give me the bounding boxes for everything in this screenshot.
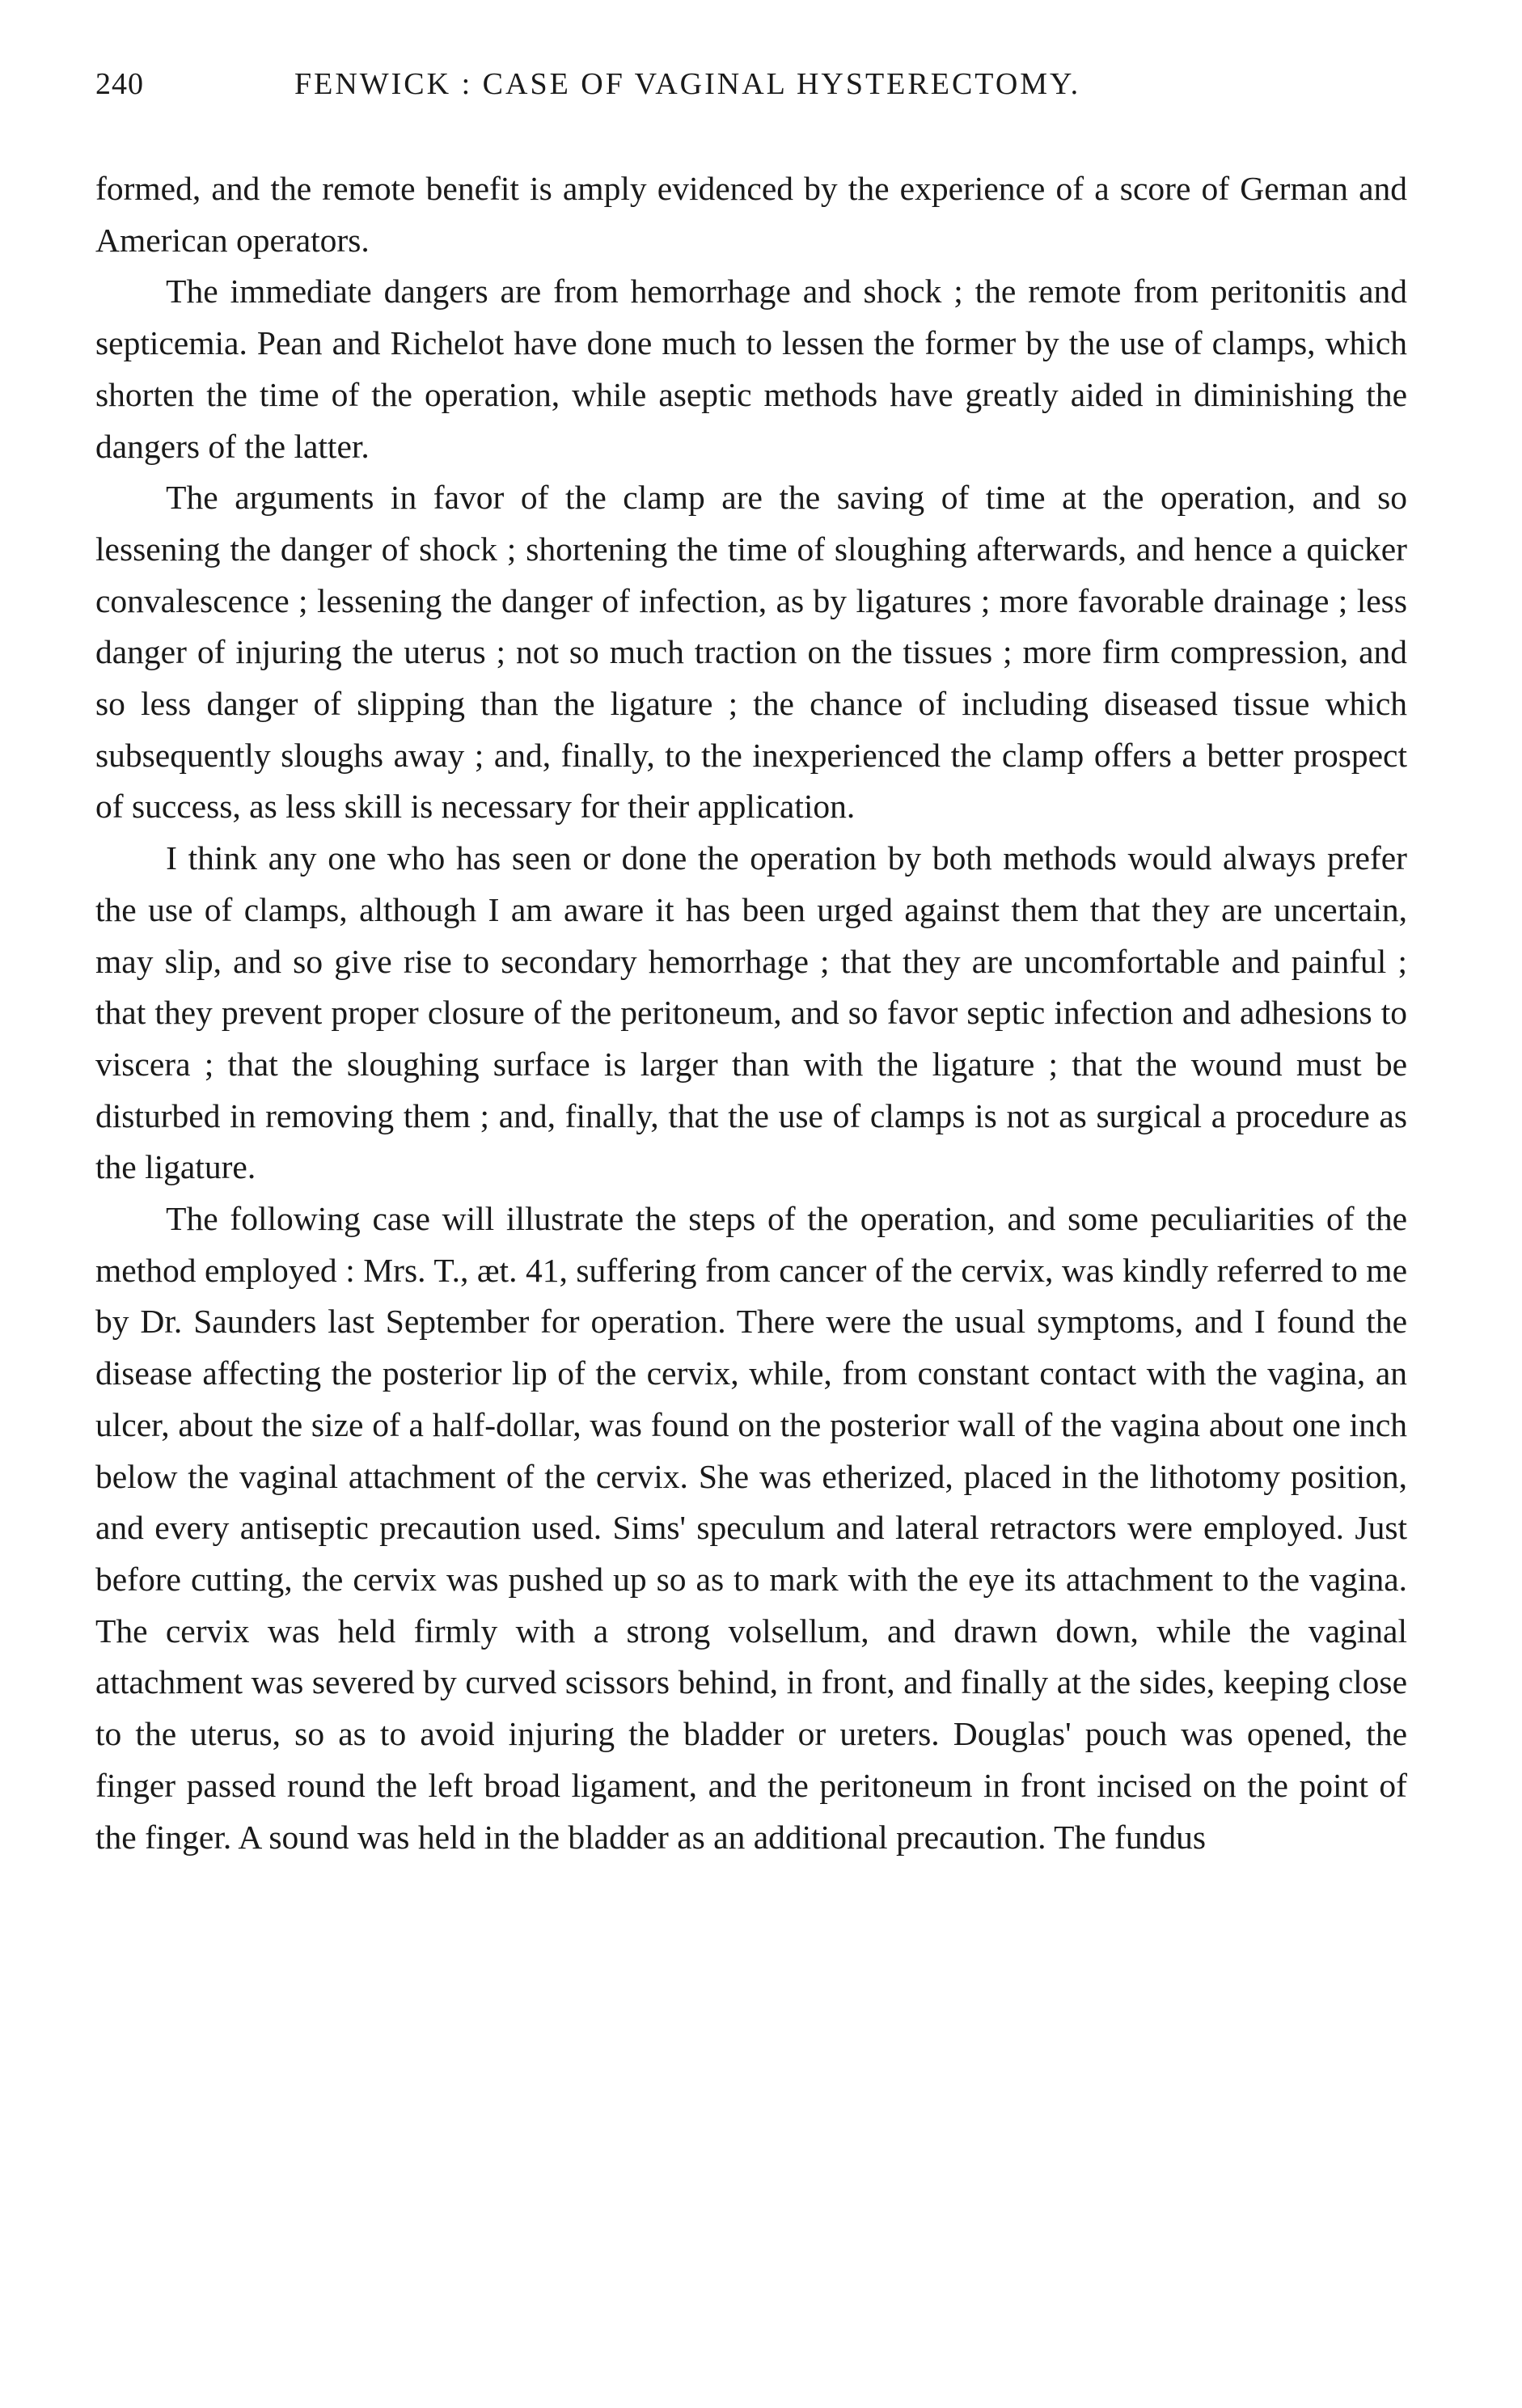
- document-page: [95, 66, 1407, 1863]
- paragraph-immediate-dangers: The immediate dangers are from hemorrhage and shock ; the remote from peritonitis and septicemia. Pean and Richelot have done much to lessen the former by the use of clamps, which shorten the time of the operation, while aseptic methods have greatly aided in diminishing the dangers of the latter.: [95, 272, 1407, 465]
- paragraph-arguments-for-clamp: The arguments in favor of the clamp are the saving of time at the operation, and so lessening the danger of shock ; shortening the time of sloughing afterwards, and hence a quicker convalescence ; lessening the danger of infection, as by ligatures ; more favorable drainage ; less danger of injuring the uterus ; not so much traction on the tissues ; more firm compression, and so less danger of slipping than the ligature ; the chance of including diseased tissue which subsequently sloughs away ; and, finally, to the inexperienced the clamp offers a better prospect of success, as less skill is necessary for their application.: [95, 479, 1407, 826]
- paragraph-prefer-clamps: I think any one who has seen or done the operation by both methods would always prefer the use of clamps, although I am aware it has been urged against them that they are uncertain, may slip, and so give rise to secondary hemorrhage ; that they are uncomfortable and painful ; that they prevent proper closure of the peritoneum, and so favor septic infection and adhesions to viscera ; that the sloughing surface is larger than with the ligature ; that the wound must be disturbed in removing them ; and, finally, that the use of clamps is not as surgical a procedure as the ligature.: [95, 839, 1407, 1186]
- running-title: FENWICK : CASE OF VAGINAL HYSTERECTOMY.: [294, 67, 1081, 101]
- body-text: [95, 163, 1407, 1863]
- paragraph-continued: formed, and the remote benefit is amply evidenced by the experience of a score of German and American operators.: [95, 170, 1407, 259]
- paragraph-case-description: The following case will illustrate the steps of the operation, and some peculiarities of the method employed : Mrs. T., æt. 41, suffering from cancer of the cervix, was kindly referred to me by Dr. Saunders last September for operation. There were the usual symptoms, and I found the disease affecting the posterior lip of the cervix, while, from constant contact with the vagina, an ulcer, about the size of a half-dollar, was found on the posterior wall of the vagina about one inch below the vaginal attachment of the cervix. She was etherized, placed in the lithotomy position, and every antiseptic precaution used. Sims' speculum and lateral retractors were employed. Just before cutting, the cervix was pushed up so as to mark with the eye its attachment to the vagina. The cervix was held firmly with a strong volsellum, and drawn down, while the vaginal attachment was severed by curved scissors behind, in front, and finally at the sides, keeping close to the uterus, so as to avoid injuring the bladder or ureters. Douglas' pouch was opened, the finger passed round the left broad ligament, and the peritoneum in front incised on the point of the finger. A sound was held in the bladder as an additional precaution. The fundus: [95, 1200, 1407, 1856]
- page-number: 240: [95, 67, 144, 101]
- running-header: [95, 66, 1407, 115]
